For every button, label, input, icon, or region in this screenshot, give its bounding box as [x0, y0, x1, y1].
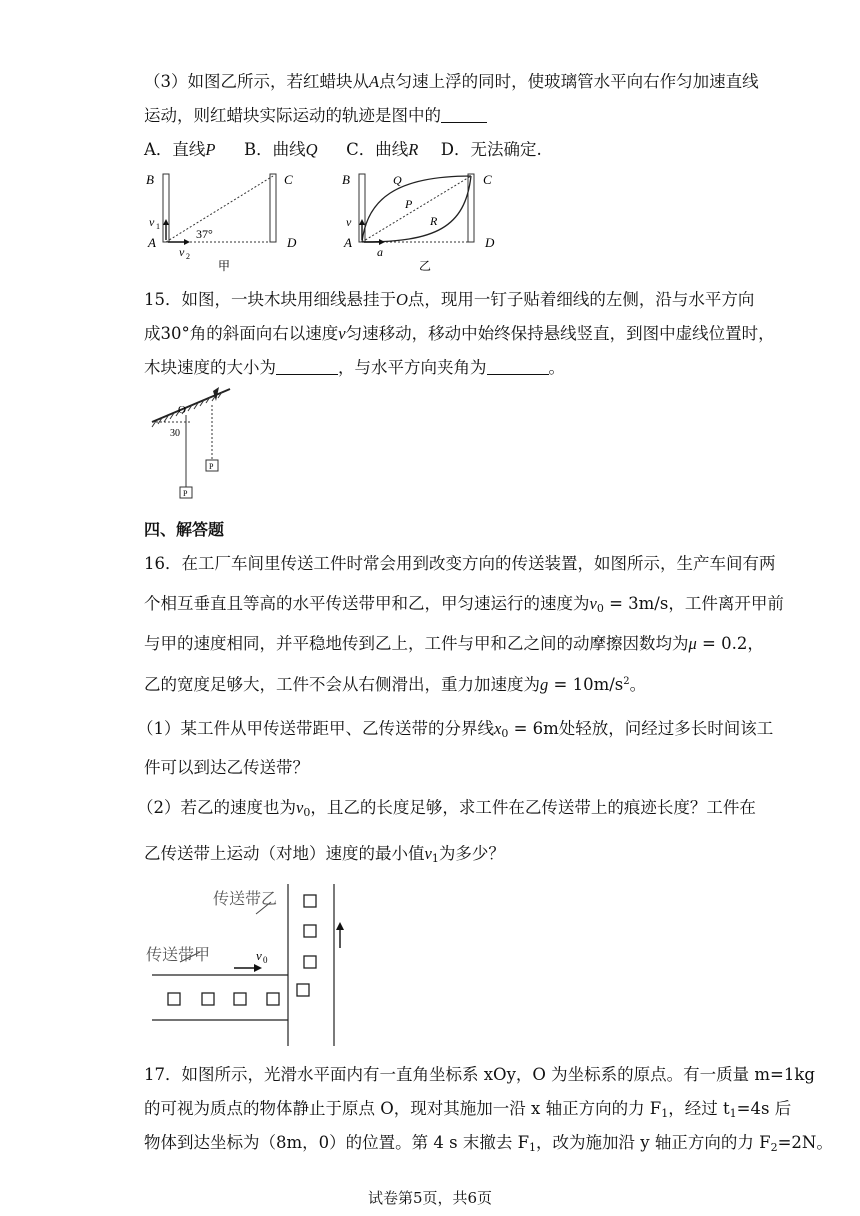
label-v2-sub: 2 [186, 252, 190, 261]
option-d: D．无法确定. [440, 140, 542, 159]
label-d: D [287, 235, 297, 250]
answer-blank-1 [276, 360, 338, 375]
q16-part2-line2: 乙传送带上运动（对地）速度的最小值$v_1$为多少？ [144, 844, 505, 865]
label-o: O [178, 404, 186, 416]
caption-jia: 甲 [218, 259, 231, 273]
q17-line2: 的可视为质点的物体静止于原点 O，现对其施加一沿 x 轴正方向的力 $F_1$，经过 $t_1=4s$ 后 [144, 1099, 792, 1120]
q16-line2: 个相互垂直且等高的水平传送带甲和乙，甲匀速运行的速度为$v_0 = 3m/s$，工件离开甲前 [144, 594, 784, 615]
label-c: C [284, 172, 293, 187]
label-a-accel: a [377, 245, 383, 259]
answer-blank [441, 108, 487, 123]
label-v: v [346, 215, 352, 229]
figure-q16 [140, 880, 380, 1050]
q14-3-line2: 运动，则红蜡块实际运动的轨迹是图中的 [144, 108, 487, 125]
option-b: B．曲线Q [244, 140, 318, 159]
q15-line1: 15．如图，一块木块用细线悬挂于O点，现用一钉子贴着细线的左侧，沿与水平方向 [144, 290, 755, 309]
label-v0-sub: 0 [263, 955, 268, 965]
label-q: Q [393, 173, 402, 187]
label-b: B [342, 172, 350, 187]
label-v2: v [179, 245, 185, 259]
label-d: D [485, 235, 495, 250]
q16-part1-line1: （1）某工件从甲传送带距甲、乙传送带的分界线$x_0 = 6m$处轻放，问经过多长时间该工 [137, 719, 774, 740]
section-title: 四、解答题 [144, 520, 225, 539]
option-a: A．直线P [144, 140, 216, 159]
label-v1-sub: 1 [156, 222, 160, 231]
option-c: C．曲线R [346, 140, 419, 159]
page-footer: 试卷第5页，共6页 [367, 1189, 493, 1207]
label-v1: v [149, 215, 155, 229]
caption-yi: 乙 [419, 259, 432, 273]
label-r: R [430, 214, 438, 228]
label-angle: 37° [196, 227, 213, 241]
label-p: P [405, 197, 413, 211]
q15-line2: 成30°角的斜面向右以速度v匀速移动，移动中始终保持悬线竖直，到图中虚线位置时， [144, 324, 775, 343]
q15-line3: 木块速度的大小为 ，与水平方向夹角为 。 [144, 358, 565, 377]
label-a: A [344, 235, 352, 250]
q16-line1: 16．在工厂车间里传送工件时常会用到改变方向的传送装置，如图所示，生产车间有两 [144, 554, 776, 573]
label-b: B [146, 172, 154, 187]
label-belt-yi: 传送带乙 [213, 891, 278, 908]
q16-line4: 乙的宽度足够大，工件不会从右侧滑出，重力加速度为$g = 10m/s^2$。 [144, 675, 647, 694]
block-2: P [209, 462, 214, 471]
label-c: C [483, 172, 492, 187]
answer-blank-2 [487, 360, 549, 375]
q17-line1: 17．如图所示，光滑水平面内有一直角坐标系 xOy，O 为坐标系的原点。有一质量 m=1kg [144, 1065, 815, 1084]
q16-line3: 与甲的速度相同，并平稳地传到乙上，工件与甲和乙之间的动摩擦因数均为μ = 0.2， [144, 634, 764, 653]
label-a: A [148, 235, 156, 250]
figure-q15 [140, 385, 240, 505]
q14-3-options [144, 142, 542, 159]
figure-jia [140, 170, 320, 275]
figure-yi [335, 170, 515, 275]
label-belt-jia: 传送带甲 [146, 947, 211, 964]
q16-part2-line1: （2）若乙的速度也为$v_0$，且乙的长度足够，求工件在乙传送带上的痕迹长度？工件在 [137, 798, 756, 819]
label-v0: v [256, 948, 262, 963]
q14-3-line1: （3）如图乙所示，若红蜡块从A点匀速上浮的同时，使玻璃管水平向右作匀加速直线 [144, 72, 759, 91]
q17-line3: 物体到达坐标为（8m，0）的位置。第 4 s 末撤去 $F_1$，改为施加沿 y 轴正方向的力 $F_2=2N$。 [144, 1133, 833, 1154]
block-1: P [183, 489, 188, 498]
q16-part1-line2: 件可以到达乙传送带？ [144, 758, 309, 777]
label-30: 30 [170, 428, 180, 439]
